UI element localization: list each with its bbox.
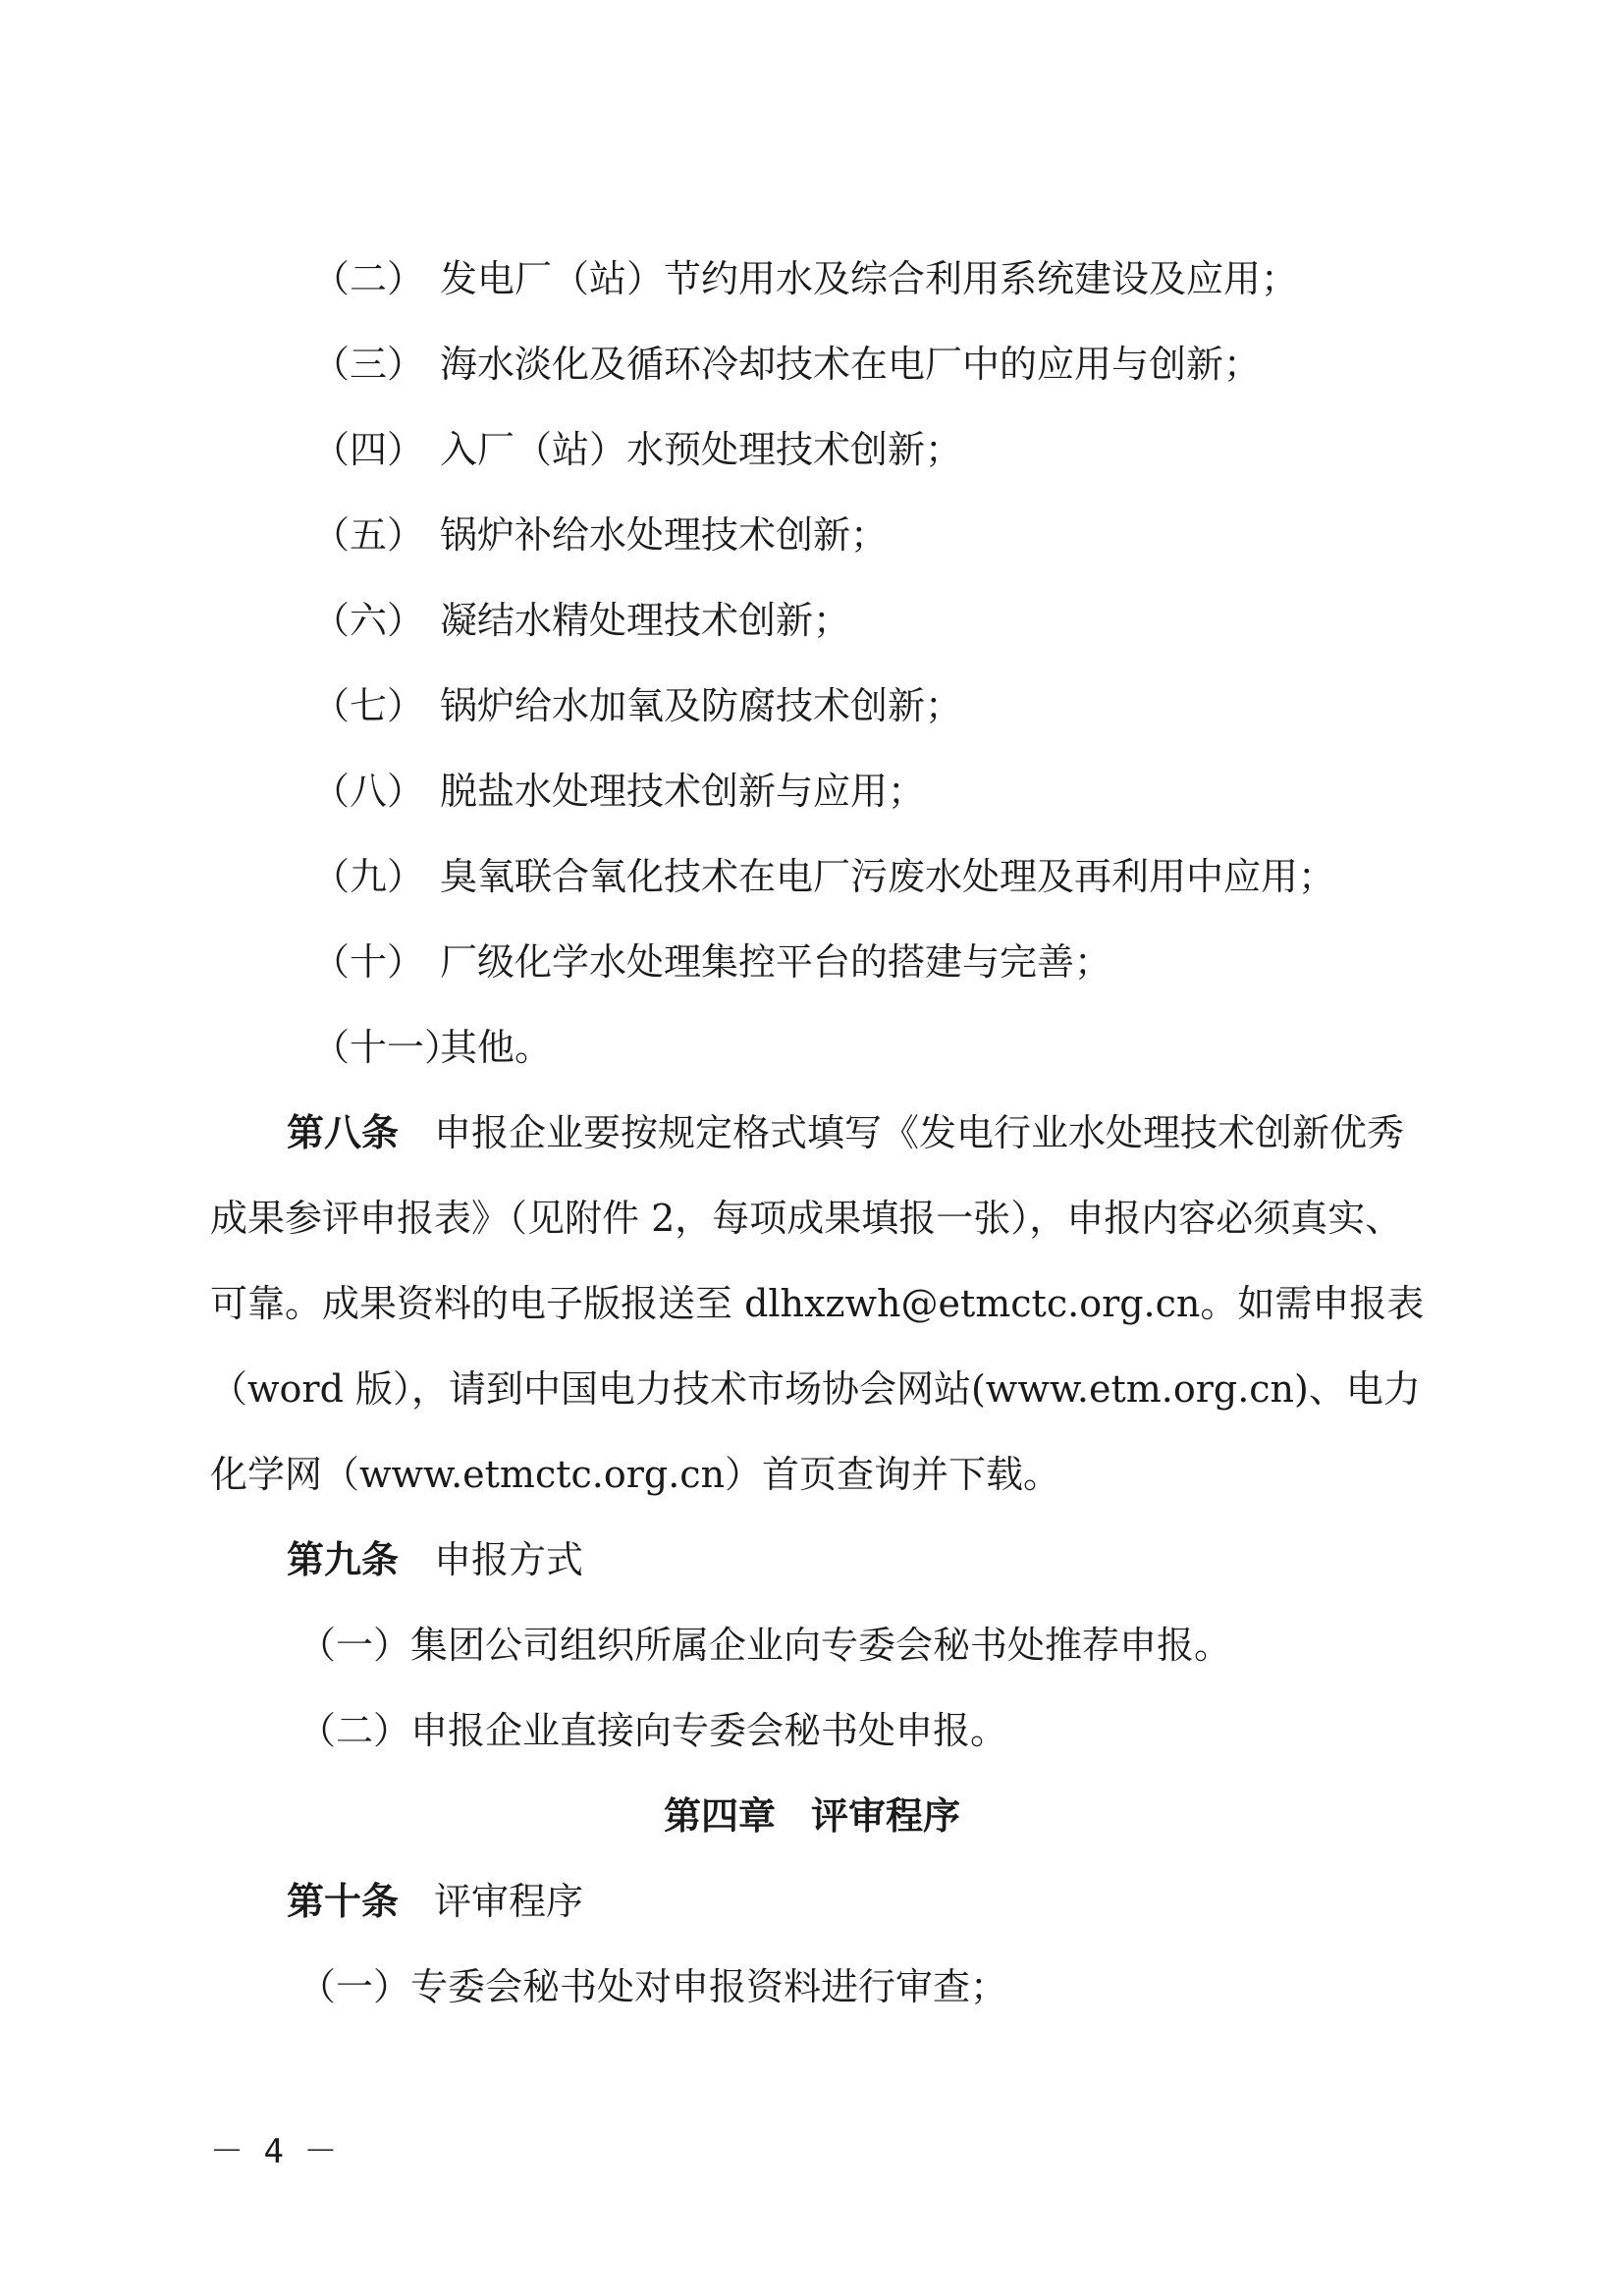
chapter-title: 评审程序 bbox=[811, 1794, 961, 1838]
article-8-line: （word 版），请到中国电力技术市场协会网站(www.etm.org.cn)、电力 bbox=[210, 1367, 1421, 1411]
list-item-text: 锅炉补给水处理技术创新； bbox=[440, 513, 889, 557]
article-10-heading bbox=[287, 1878, 583, 1925]
article-9-label: 第九条 bbox=[287, 1538, 400, 1581]
list-item-number: （四） bbox=[312, 428, 425, 471]
list-item-number: （六） bbox=[312, 599, 425, 642]
article-8-first-line bbox=[287, 1109, 1404, 1156]
article-8-line: 成果参评申报表》（见附件 2，每项成果填报一张），申报内容必须真实、 bbox=[210, 1197, 1403, 1240]
article-10-label: 第十条 bbox=[287, 1880, 400, 1923]
list-item-text: 臭氧联合氧化技术在电厂污废水处理及再利用中应用； bbox=[440, 855, 1336, 898]
article-9-item: （二）申报企业直接向专委会秘书处申报。 bbox=[298, 1709, 1008, 1752]
page-number: － 4 － bbox=[210, 2132, 338, 2171]
list-item-number: （七） bbox=[312, 684, 425, 727]
chapter-heading bbox=[0, 1792, 1624, 1840]
chapter-label: 第四章 bbox=[663, 1794, 776, 1838]
article-9-title: 申报方式 bbox=[434, 1538, 584, 1581]
list-item-text: 锅炉给水加氧及防腐技术创新； bbox=[440, 684, 963, 727]
list-item-number: （五） bbox=[312, 513, 425, 557]
article-9-item: （一）集团公司组织所属企业向专委会秘书处推荐申报。 bbox=[298, 1624, 1232, 1667]
list-item-number: （十一） bbox=[312, 1026, 462, 1069]
article-8-line: 可靠。成果资料的电子版报送至 dlhxzwh@etmctc.org.cn。如需申报表 bbox=[210, 1282, 1425, 1325]
list-item-number: （二） bbox=[312, 257, 425, 300]
list-item-number: （八） bbox=[312, 770, 425, 813]
article-8-line: 化学网（www.etmctc.org.cn）首页查询并下载。 bbox=[210, 1453, 1061, 1496]
article-10-item: （一）专委会秘书处对申报资料进行审查； bbox=[298, 1965, 1008, 2008]
list-item-text: 发电厂（站）节约用水及综合利用系统建设及应用； bbox=[440, 257, 1299, 300]
article-8-text: 申报企业要按规定格式填写《发电行业水处理技术创新优秀 bbox=[434, 1111, 1405, 1154]
list-item-number: （三） bbox=[312, 343, 425, 386]
list-item-number: （九） bbox=[312, 855, 425, 898]
list-item-text: 海水淡化及循环冷却技术在电厂中的应用与创新； bbox=[440, 343, 1262, 386]
article-9-heading bbox=[287, 1536, 583, 1583]
article-10-title: 评审程序 bbox=[434, 1880, 584, 1923]
list-item-text: 凝结水精处理技术创新； bbox=[440, 599, 851, 642]
list-item-text: 脱盐水处理技术创新与应用； bbox=[440, 770, 926, 813]
list-item-text: 厂级化学水处理集控平台的搭建与完善； bbox=[440, 940, 1112, 984]
article-8-label: 第八条 bbox=[287, 1111, 400, 1154]
list-item-number: （十） bbox=[312, 940, 425, 984]
list-item-text: 入厂（站）水预处理技术创新； bbox=[440, 428, 963, 471]
list-item-text: 其他。 bbox=[440, 1026, 553, 1069]
